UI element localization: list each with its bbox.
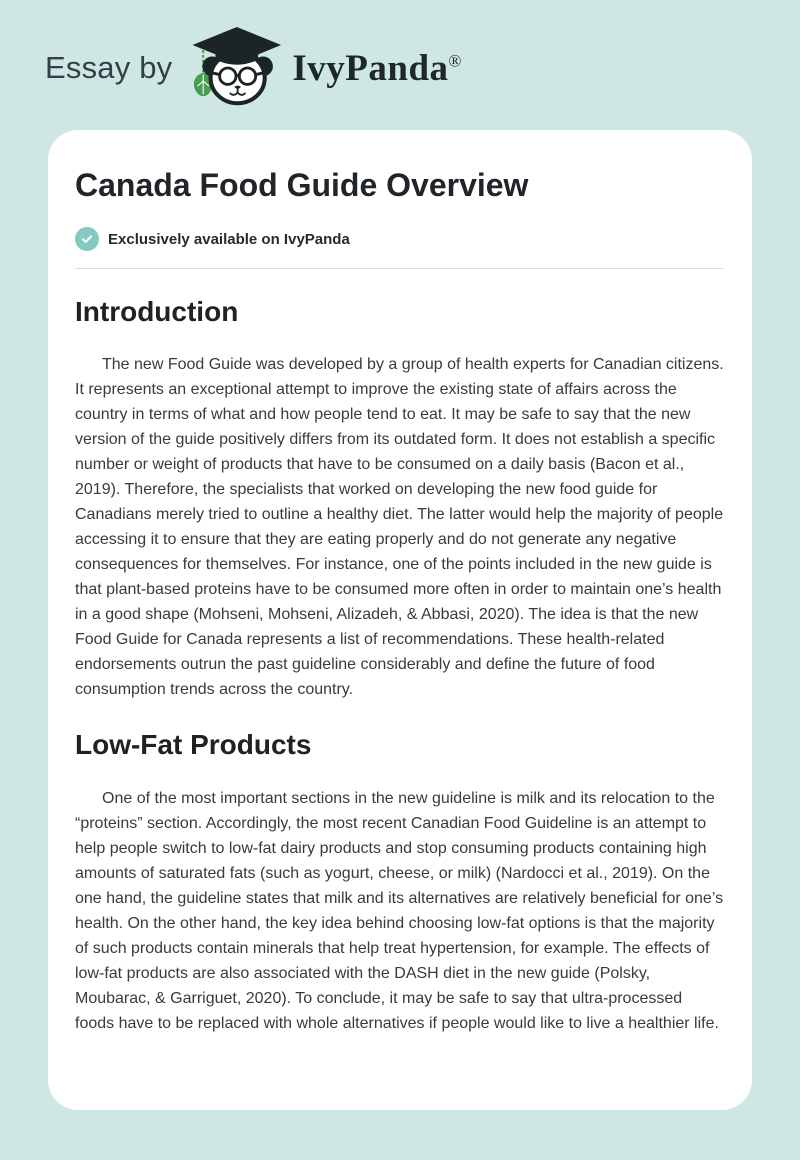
brand-name: IvyPanda® bbox=[292, 47, 462, 89]
section-introduction bbox=[75, 296, 724, 702]
page-header bbox=[0, 0, 800, 110]
checkmark-icon bbox=[75, 227, 99, 251]
section-heading: Introduction bbox=[75, 296, 239, 328]
page-title: Canada Food Guide Overview bbox=[75, 167, 529, 203]
section-heading: Low-Fat Products bbox=[75, 729, 312, 761]
availability-badge-text: Exclusively available on IvyPanda bbox=[108, 230, 350, 248]
availability-badge bbox=[75, 227, 724, 251]
essay-by-label: Essay by bbox=[45, 50, 173, 85]
divider bbox=[75, 268, 724, 269]
section-paragraph: The new Food Guide was developed by a group of health experts for Canadian citizens. It represents an exceptional attempt to improve the existing state of affairs across the country in terms of what and how people tend to eat. It may be safe to say that the new version of the guide positively differs from its outdated form. It does not establish a specific number or weight of products that have to be consumed on a daily basis (Bacon et al., 2019). Therefore, the specialists that worked on developing the new food guide for Canadians merely tried to outline a healthy diet. The latter would help the majority of people accessing it to ensure that they are eating properly and do not generate any negative consequences for themselves. For instance, one of the points included in the new guide is that plant-based proteins have to be consumed more often in order to maintain one’s health in a good shape (Mohseni, Mohseni, Alizadeh, & Abbasi, 2020). The idea is that the new Food Guide for Canada represents a list of recommendations. These health-related endorsements outrun the past guideline considerably and define the future of food consumption trends across the country. bbox=[75, 356, 724, 699]
registered-mark: ® bbox=[448, 51, 462, 71]
section-paragraph: One of the most important sections in the new guideline is milk and its relocation to the “proteins” section. Accordingly, the most recent Canadian Food Guideline is an attempt to help people switch to low-fat dairy products and stop consuming products containing high amounts of saturated fats (such as yogurt, cheese, or milk) (Nardocci et al., 2019). On the one hand, the guideline states that milk and its alternatives are relatively beneficial for one’s health. On the other hand, the key idea behind choosing low-fat options is that the majority of such products contain minerals that help treat hypertension, for example. The effects of low-fat products are also associated with the DASH diet in the new guide (Polsky, Moubarac, & Garriguet, 2020). To conclude, it may be safe to say that ultra-processed foods have to be replaced with whole alternatives if people would like to live a healthier life. bbox=[75, 789, 724, 1032]
section-low-fat-products bbox=[75, 729, 724, 1035]
panda-graduate-icon bbox=[186, 27, 286, 109]
essay-card bbox=[48, 130, 752, 1110]
